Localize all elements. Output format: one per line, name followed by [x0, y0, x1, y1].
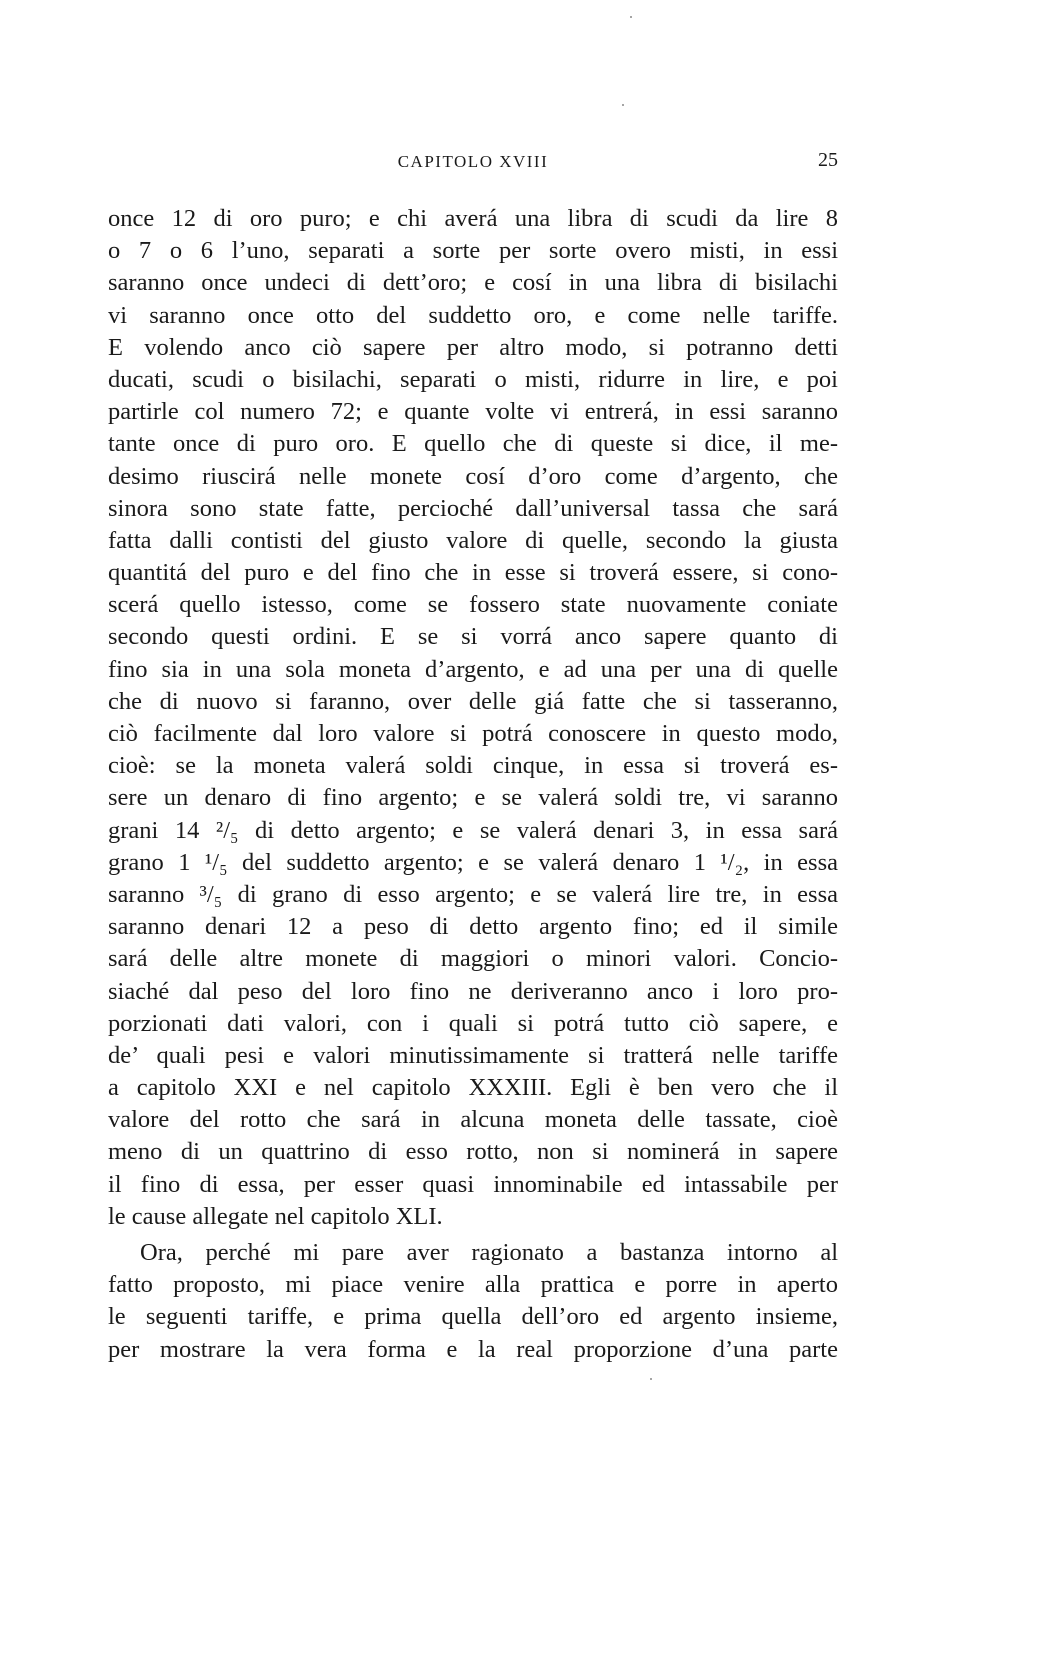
- running-head: [108, 149, 838, 182]
- text-line: partirle col numero 72; e quante volte vi entrerá, in essi saranno: [108, 398, 838, 426]
- text-line: a capitolo XXI e nel capitolo XXXIII. Egli è ben vero che il: [108, 1074, 838, 1102]
- text-line: cioè: se la moneta valerá soldi cinque, in essa si troverá es-: [108, 752, 838, 780]
- text-line: sere un denaro di fino argento; e se valerá soldi tre, vi saranno: [108, 784, 838, 812]
- text-line: il fino di essa, per esser quasi innominabile ed intassabile per: [108, 1170, 838, 1198]
- text-line: meno di un quattrino di esso rotto, non si nominerá in sapere: [108, 1138, 838, 1166]
- text-line: desimo riuscirá nelle monete cosí d’oro come d’argento, che: [108, 462, 838, 490]
- text-line: E volendo anco ciò sapere per altro modo, si potranno detti: [108, 333, 838, 361]
- paragraph-2: [108, 1237, 838, 1366]
- scan-speck: [622, 104, 624, 106]
- text-line: vi saranno once otto del suddetto oro, e come nelle tariffe.: [108, 301, 838, 329]
- text-line: saranno ³/₅ di grano di esso argento; e se valerá lire tre, in essa: [108, 880, 838, 908]
- text-line: fino sia in una sola moneta d’argento, e ad una per una di quelle: [108, 655, 838, 683]
- text-line: saranno denari 12 a peso di detto argento fino; ed il simile: [108, 913, 838, 941]
- text-line: per mostrare la vera forma e la real proporzione d’una parte: [108, 1335, 838, 1363]
- text-line: quantitá del puro e del fino che in esse si troverá essere, si cono-: [108, 559, 838, 587]
- text-line: saranno once undeci di dett’oro; e cosí in una libra di bisilachi: [108, 269, 838, 297]
- text-line: tante once di puro oro. E quello che di queste si dice, il me-: [108, 430, 838, 458]
- text-line: sinora sono state fatte, percioché dall’universal tassa che sará: [108, 494, 838, 522]
- text-line: Ora, perché mi pare aver ragionato a bastanza intorno al: [140, 1239, 838, 1266]
- text-line: valore del rotto che sará in alcuna moneta delle tassate, cioè: [108, 1106, 838, 1134]
- body-text: [108, 203, 838, 1366]
- chapter-title: CAPITOLO XVIII: [397, 152, 549, 171]
- text-line: siaché dal peso del loro fino ne deriveranno anco i loro pro-: [108, 977, 838, 1005]
- text-line: fatta dalli contisti del giusto valore di quelle, secondo la giusta: [108, 526, 838, 554]
- text-line: le seguenti tariffe, e prima quella dell’oro ed argento insieme,: [108, 1303, 838, 1331]
- text-line: scerá quello istesso, come se fossero state nuovamente coniate: [108, 591, 838, 619]
- text-line: sará delle altre monete di maggiori o minori valori. Concio-: [108, 945, 838, 973]
- text-line: ciò facilmente dal loro valore si potrá conoscere in questo modo,: [108, 720, 838, 747]
- page-number: 25: [818, 149, 838, 171]
- scan-speck: [630, 16, 632, 18]
- text-line: che di nuovo si faranno, over delle giá fatte che si tasseranno,: [108, 687, 838, 715]
- text-line: le cause allegate nel capitolo XLI.: [108, 1202, 443, 1230]
- text-line: o 7 o 6 l’uno, separati a sorte per sorte overo misti, in essi: [108, 237, 838, 265]
- text-line: de’ quali pesi e valori minutissimamente si tratterá nelle tariffe: [108, 1041, 838, 1069]
- text-line: secondo questi ordini. E se si vorrá anco sapere quanto di: [108, 623, 838, 651]
- text-line: once 12 di oro puro; e chi averá una libra di scudi da lire 8: [108, 205, 838, 232]
- text-line: porzionati dati valori, con i quali si potrá tutto ciò sapere, e: [108, 1009, 838, 1037]
- text-line: ducati, scudi o bisilachi, separati o misti, ridurre in lire, e poi: [108, 365, 838, 393]
- text-line: grani 14 ²/₅ di detto argento; e se valerá denari 3, in essa sará: [108, 816, 838, 844]
- paragraph-1: [108, 203, 838, 1233]
- scan-speck: [650, 1378, 652, 1380]
- text-line: fatto proposto, mi piace venire alla prattica e porre in aperto: [108, 1271, 838, 1299]
- text-line: grano 1 ¹/₅ del suddetto argento; e se valerá denaro 1 ¹/₂, in essa: [108, 848, 838, 876]
